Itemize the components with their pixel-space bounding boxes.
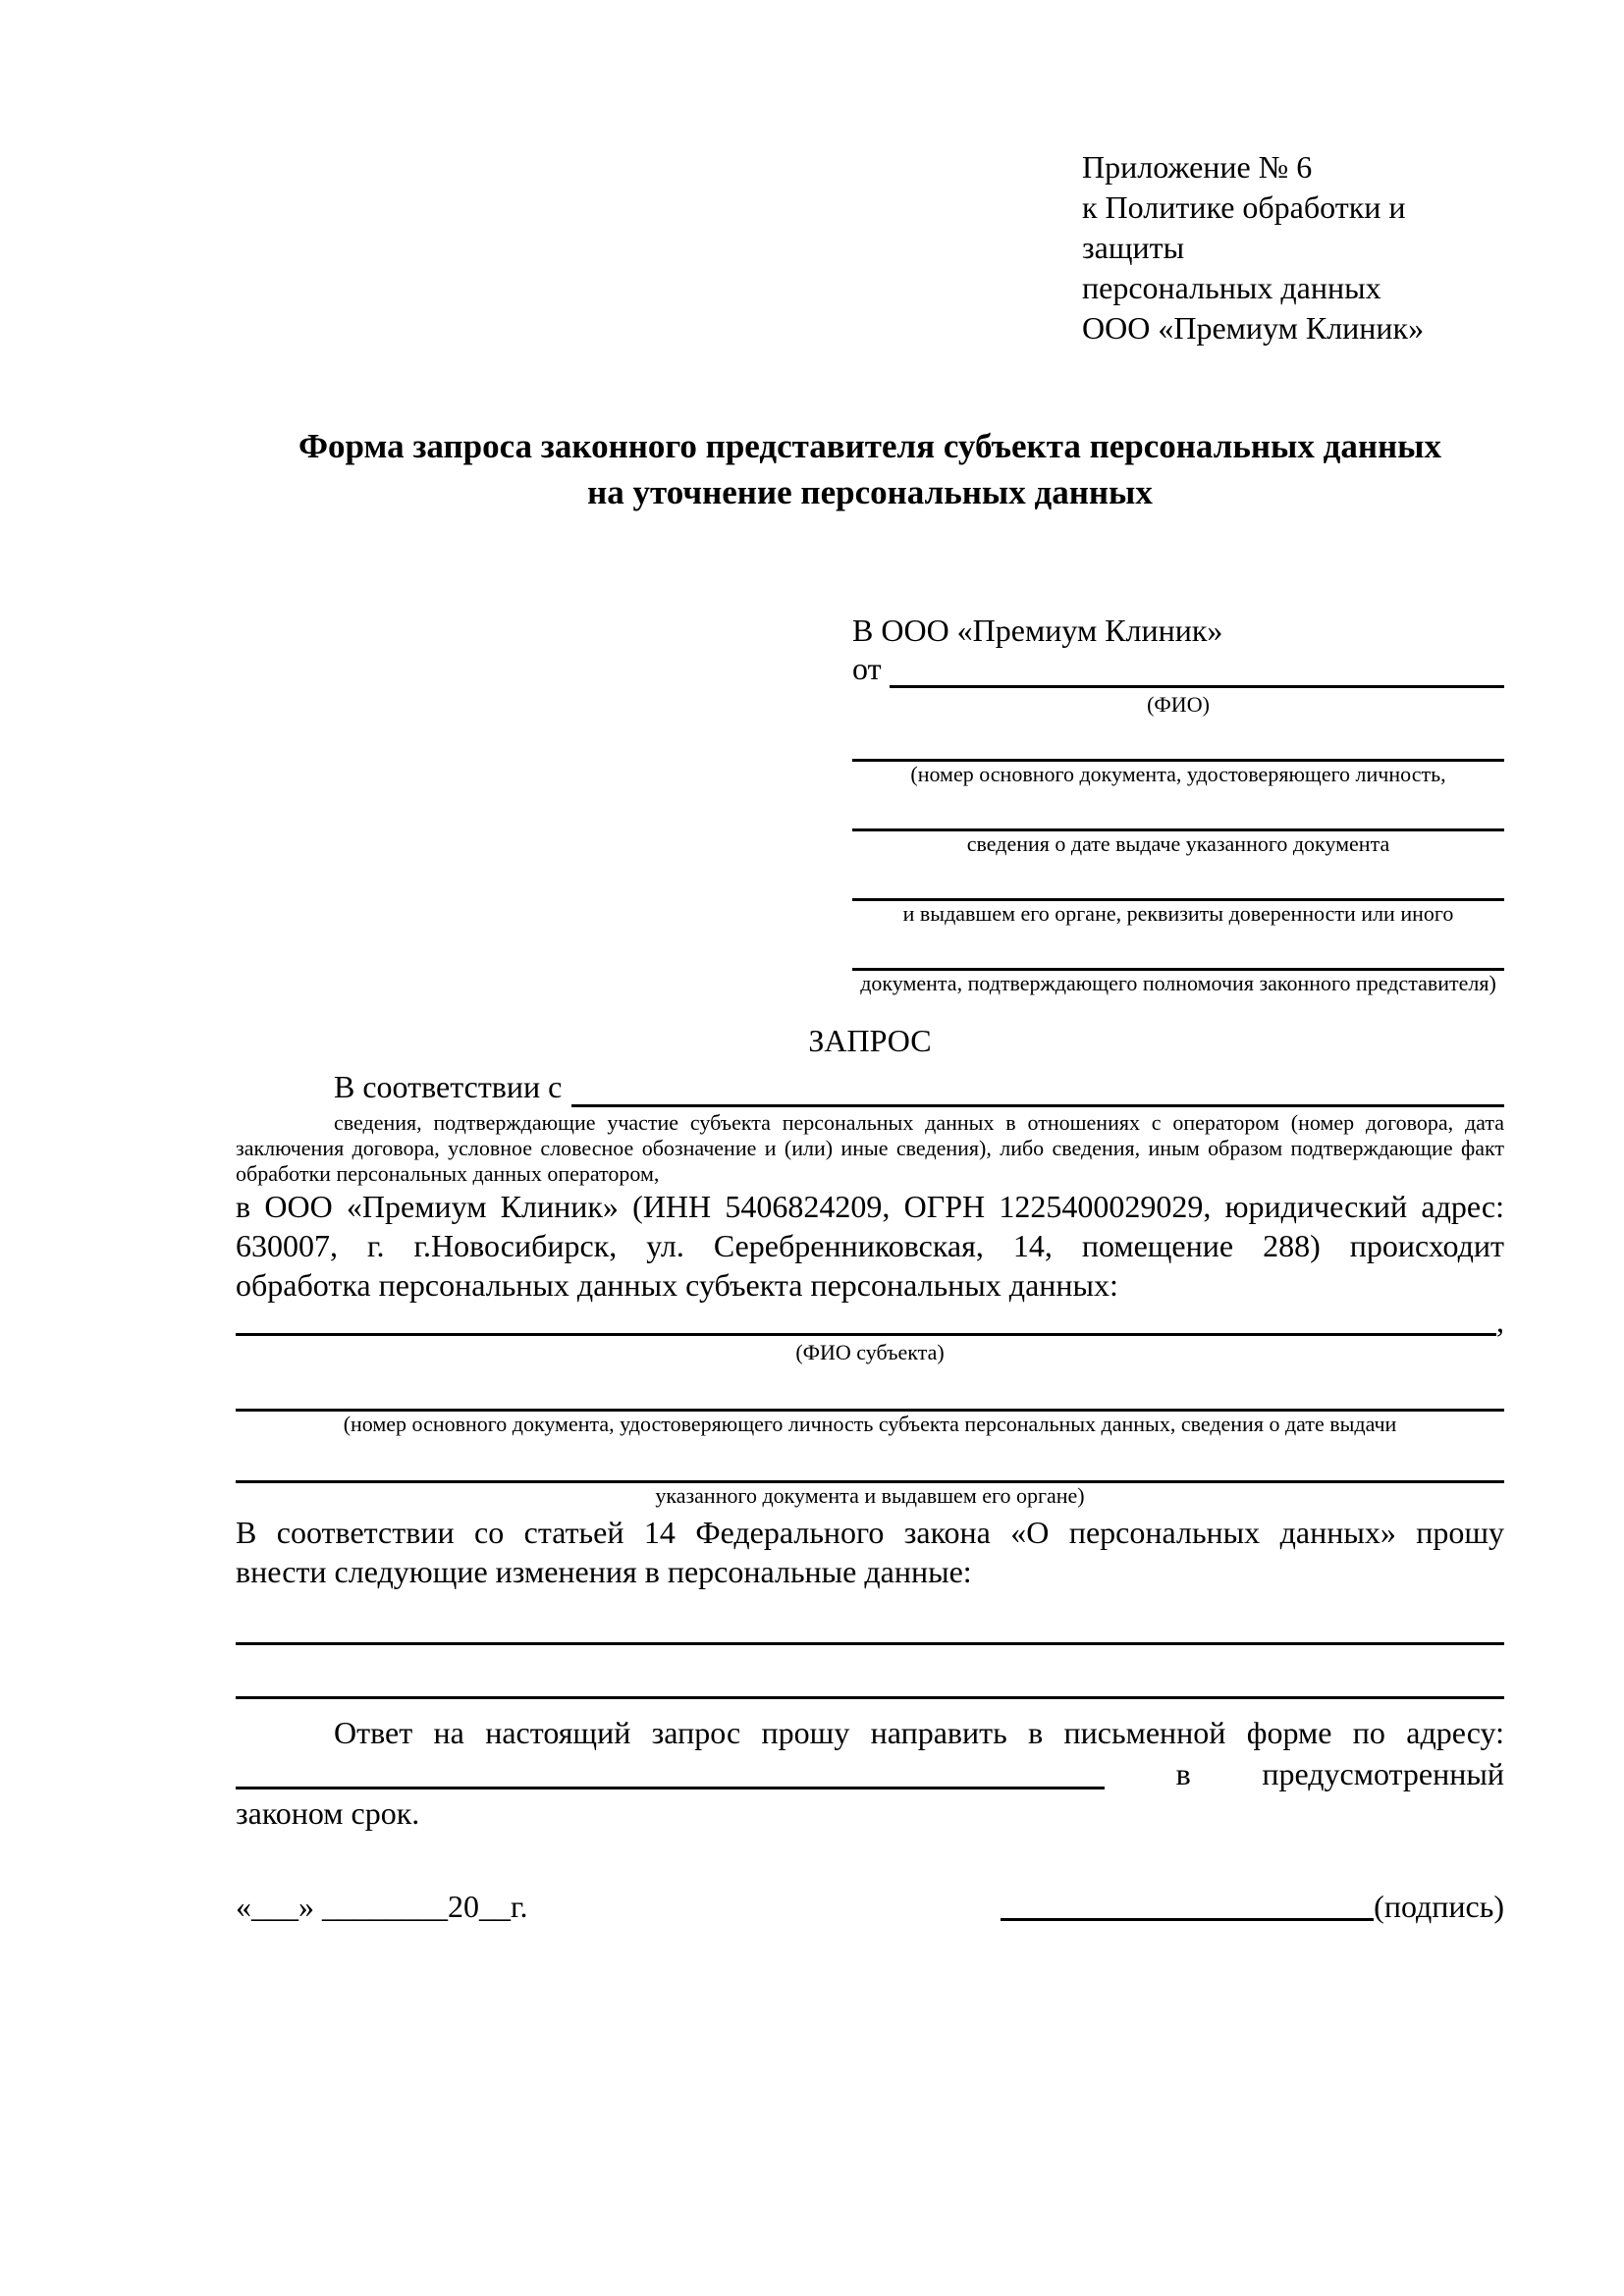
- appendix-line-2: к Политике обработки и защиты: [1082, 189, 1406, 265]
- caption-representative-fio: (ФИО): [1147, 692, 1210, 717]
- subject-doc-caption-1: (номер основного документа, удостоверяющего личность субъекта персональных данных, сведения о дате выдачи: [343, 1412, 1397, 1436]
- subject-fio-caption: (ФИО субъекта): [795, 1340, 945, 1364]
- caption-representative-doc-date: сведения о дате выдаче указанного документа: [966, 831, 1390, 856]
- subject-fio-row: [236, 1305, 1504, 1340]
- fill-line-subject-doc-1[interactable]: [236, 1379, 1504, 1412]
- answer-line1: Ответ на настоящий запрос прошу направить в письменной форме по адресу:: [334, 1715, 1504, 1750]
- subject-fio-comma: ,: [1496, 1304, 1504, 1339]
- appendix-line-4: ООО «Премиум Клиник»: [1082, 310, 1425, 346]
- operator-paragraph-line3: обработка персональных данных субъекта персональных данных:: [236, 1267, 1118, 1303]
- basis-note: [236, 1110, 1504, 1187]
- signature-group: [1001, 1889, 1504, 1925]
- caption-authority-document: документа, подтверждающего полномочия законного представителя): [860, 971, 1496, 995]
- basis-note-line3: обработки персональных данных оператором,: [236, 1161, 660, 1186]
- appendix-line-3: персональных данных: [1082, 270, 1381, 305]
- basis-note-line2: заключения договора, условное словесное обозначение и (или) иные сведения), либо сведения, иным образом подтверждающие факт: [236, 1136, 1504, 1160]
- form-title: [236, 423, 1504, 515]
- operator-paragraph: [236, 1187, 1504, 1305]
- answer-word-v: в: [1175, 1756, 1191, 1791]
- recipient-to: В ООО «Премиум Клиник»: [852, 613, 1223, 648]
- fill-line-basis[interactable]: [571, 1069, 1504, 1107]
- accordance-label: В соответствии с: [334, 1069, 563, 1104]
- fill-line-changes-2[interactable]: [236, 1669, 1504, 1699]
- answer-paragraph: [236, 1713, 1504, 1833]
- appendix-block: [1082, 147, 1504, 348]
- fill-line-representative-doc-date[interactable]: [852, 803, 1504, 831]
- from-label: от: [852, 651, 882, 686]
- law-paragraph: [236, 1513, 1504, 1591]
- fill-line-representative-doc-issuer[interactable]: [852, 873, 1504, 901]
- from-row: [852, 651, 1504, 692]
- fill-line-address[interactable]: [236, 1787, 1105, 1789]
- operator-paragraph-line1: в ООО «Премиум Клиник» (ИНН 5406824209, ОГРН 1225400029029, юридический адрес:: [236, 1189, 1504, 1224]
- fill-line-representative-doc-number[interactable]: [852, 733, 1504, 762]
- operator-paragraph-line2: 630007, г. г.Новосибирск, ул. Серебренниковская, 14, помещение 288) происходит: [236, 1228, 1504, 1263]
- signature-caption: (подпись): [1374, 1889, 1504, 1924]
- fill-line-subject-doc-2[interactable]: [236, 1451, 1504, 1483]
- accordance-row: [236, 1069, 1504, 1110]
- fill-line-authority-document[interactable]: [852, 942, 1504, 971]
- law-paragraph-line2: внести следующие изменения в персональные данные:: [236, 1554, 972, 1589]
- date-field[interactable]: «___» ________20__г.: [236, 1889, 528, 1924]
- form-title-line1: Форма запроса законного представителя субъекта персональных данных: [298, 427, 1441, 465]
- recipient-block: [852, 610, 1504, 996]
- answer-line3: законом срок.: [236, 1795, 420, 1831]
- fill-line-changes-1[interactable]: [236, 1615, 1504, 1645]
- request-heading: ЗАПРОС: [808, 1023, 932, 1058]
- caption-representative-doc-issuer: и выдавшем его органе, реквизиты доверенности или иного: [902, 901, 1454, 926]
- footer-row: [236, 1884, 1504, 1925]
- subject-doc-caption-2: указанного документа и выдавшем его органе): [655, 1483, 1085, 1508]
- basis-note-line1: сведения, подтверждающие участие субъекта персональных данных в отношениях с оператором (номер договора, дата: [334, 1110, 1504, 1135]
- form-title-line2: на уточнение персональных данных: [587, 473, 1153, 511]
- appendix-line-1: Приложение № 6: [1082, 149, 1313, 185]
- fill-line-subject-fio[interactable]: [236, 1333, 1496, 1336]
- law-paragraph-line1: В соответствии со статьей 14 Федерального закона «О персональных данных» прошу: [236, 1515, 1504, 1550]
- fill-line-representative-fio[interactable]: [890, 651, 1504, 688]
- answer-word-predusmotrenny: предусмотренный: [1262, 1756, 1504, 1791]
- caption-representative-doc-number: (номер основного документа, удостоверяющего личность,: [910, 762, 1446, 786]
- signature-line[interactable]: [1001, 1918, 1374, 1921]
- answer-line2: [236, 1752, 1504, 1793]
